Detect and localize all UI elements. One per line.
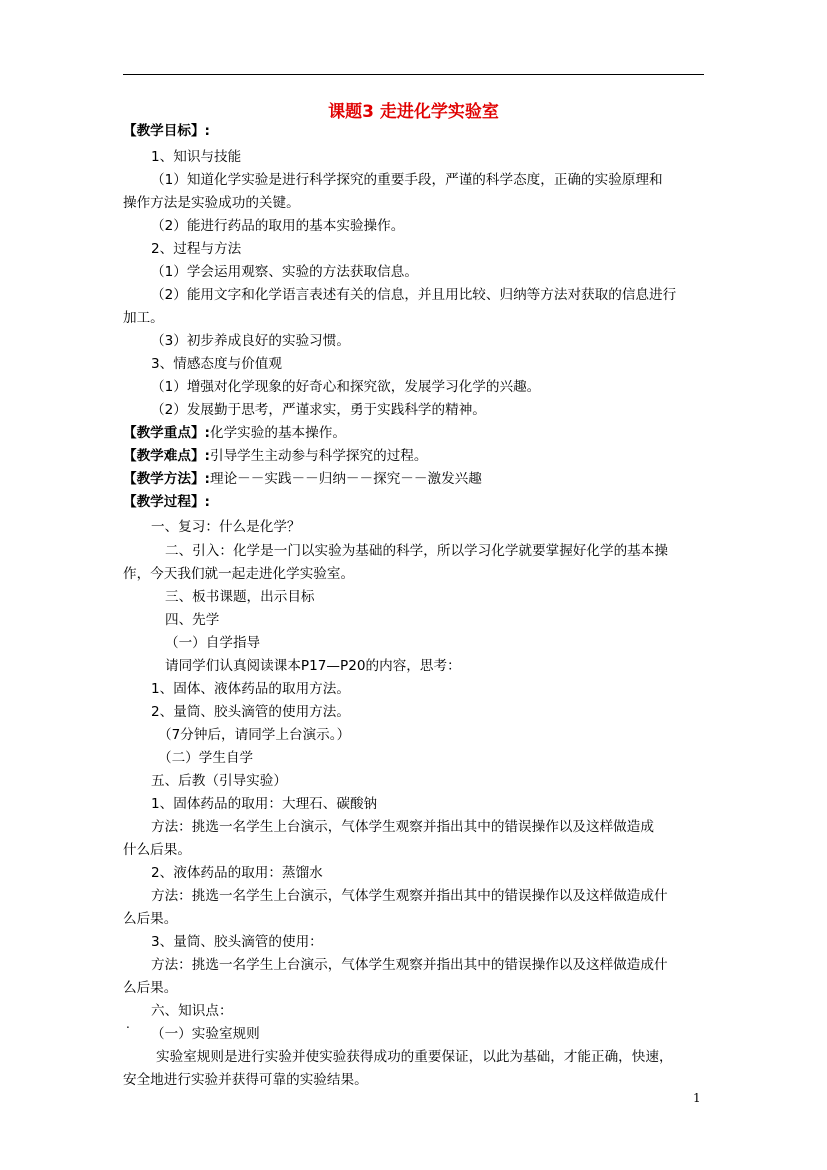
paragraph-line: 方法：挑选一名学生上台演示，气体学生观察并指出其中的错误操作以及这样做造成 [151,819,654,835]
paragraph-line: 方法：挑选一名学生上台演示，气体学生观察并指出其中的错误操作以及这样做造成什 [151,888,668,904]
subheading-process-methods: 2、过程与方法 [151,241,242,257]
title-prefix: 课题3 [328,102,374,122]
paragraph-line: 么后果。 [123,980,178,996]
step-post-teaching: 五、后教（引导实验） [151,773,287,789]
paragraph-line: 安全地进行实验并获得可靠的实验结果。 [123,1072,368,1088]
list-item: 2、量筒、胶头滴管的使用方法。 [151,704,350,720]
methods-label: 【教学方法】: [123,471,210,487]
subheading-emotion-values: 3、情感态度与价值观 [151,356,282,372]
paragraph-line: （1）增强对化学现象的好奇心和探究欲，发展学习化学的兴趣。 [151,379,541,395]
title-main: 走进化学实验室 [379,102,499,122]
paragraph-line: （7分钟后，请同学上台演示。） [158,727,351,743]
subheading-lab-rules: （一）实验室规则 [151,1026,260,1042]
step-board-title: 三、板书课题，出示目标 [165,589,315,605]
key-points-line [123,422,346,444]
paragraph-line: （1）知道化学实验是进行科学探究的重要手段，严谨的科学态度，正确的实验原理和 [151,172,663,188]
paragraph-line: （3）初步养成良好的实验习惯。 [151,333,350,349]
paragraph-line: （2）发展勤于思考，严谨求实，勇于实践科学的精神。 [151,402,486,418]
methods-line [123,468,482,490]
difficulties-label: 【教学难点】: [123,448,210,464]
step-knowledge-points: 六、知识点： [151,1003,233,1019]
list-item: 1、固体药品的取用：大理石、碳酸钠 [151,796,378,812]
page-number: 1 [693,1091,701,1105]
subheading-self-study: （二）学生自学 [158,750,254,766]
paragraph-line: 加工。 [123,310,164,326]
paragraph-line: 么后果。 [123,911,178,927]
subheading-self-study-guide: （一）自学指导 [165,635,261,651]
section-heading-process: 【教学过程】: [123,494,210,510]
step-introduction: 二、引入：化学是一门以实验为基础的科学，所以学习化学就要掌握好化学的基本操 [165,543,668,559]
stray-dot-mark: . [126,1017,130,1031]
step-review: 一、复习：什么是化学？ [151,519,301,535]
key-points-label: 【教学重点】: [123,425,210,441]
paragraph-line: （2）能用文字和化学语言表述有关的信息，并且用比较、归纳等方法对获取的信息进行 [151,287,677,303]
paragraph-line: 作，今天我们就一起走进化学实验室。 [123,566,355,582]
step-pre-learning: 四、先学 [165,612,220,628]
paragraph-line: 操作方法是实验成功的关键。 [123,195,300,211]
paragraph-line: 实验室规则是进行实验并使实验获得成功的重要保证，以此为基础，才能正确，快速， [156,1049,673,1065]
difficulties-text: 引导学生主动参与科学探究的过程。 [210,448,428,464]
section-heading-objectives: 【教学目标】: [123,123,210,139]
header-rule [123,74,704,75]
methods-text: 理论－－实践－－归纳－－探究－－激发兴趣 [210,471,482,487]
subheading-knowledge-skills: 1、知识与技能 [151,149,242,165]
key-points-text: 化学实验的基本操作。 [210,425,346,441]
list-item: 1、固体、液体药品的取用方法。 [151,681,350,697]
difficulties-line [123,445,428,467]
list-item: 2、液体药品的取用：蒸馏水 [151,865,323,881]
paragraph-line: 请同学们认真阅读课本P17—P20的内容，思考： [165,658,461,674]
paragraph-line: （2）能进行药品的取用的基本实验操作。 [151,218,405,234]
paragraph-line: 方法：挑选一名学生上台演示，气体学生观察并指出其中的错误操作以及这样做造成什 [151,957,668,973]
list-item: 3、量筒、胶头滴管的使用： [151,934,323,950]
paragraph-line: 什么后果。 [123,842,191,858]
paragraph-line: （1）学会运用观察、实验的方法获取信息。 [151,264,418,280]
